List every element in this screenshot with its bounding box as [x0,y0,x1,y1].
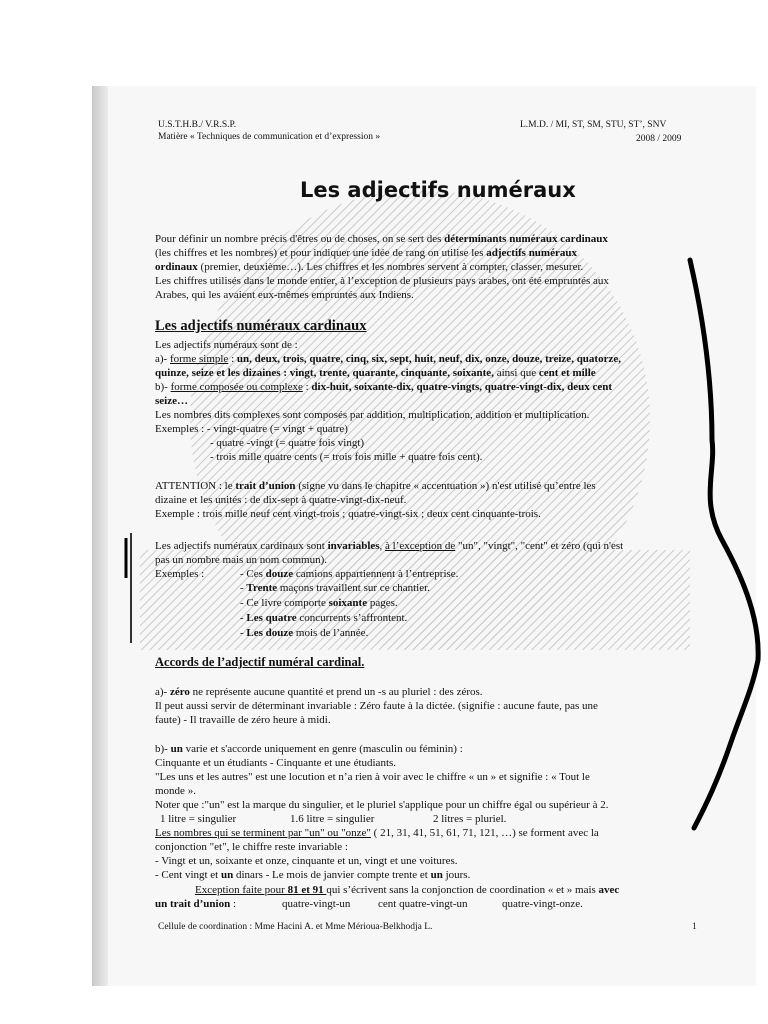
box-line-2: pas un nombre mais un nom commun). [155,554,328,566]
s2-b-line-1: b)- un varie et s'accorde uniquement en genre (masculin ou féminin) : [155,743,463,755]
box-examples-label: Exemples : [155,568,205,580]
box-example-5: - Les douze mois de l’année. [240,627,369,639]
box-example-1: - Ces douze camions appartiennent à l’entreprise. [240,568,459,580]
s1-example-1: Exemples : - vingt-quatre (= vingt + quatre) [155,423,348,435]
page-title: Les adjectifs numéraux [300,178,576,202]
s2-exception-ex-3: quatre-vingt-onze. [502,898,583,910]
s2-b-line-3: "Les uns et les autres" est une locution et n’a rien à voir avec le chiffre « un » et signifie : « Tout le [155,771,590,783]
header-institution: U.S.T.H.B./ V.R.S.P. [158,120,237,130]
s1-example-3: - trois mille quatre cents (= trois fois mille + quatre fois cent). [210,451,483,463]
s2-b-line-5: Noter que :"un" est la marque du singulier, et le pluriel s'applique pour un chiffre égal ou supérieur à 2. [155,799,609,811]
s2-b-line-2: Cinquante et un étudiants - Cinquante et une étudiants. [155,757,397,769]
s1-forme-simple: a)- forme simple : un, deux, trois, quatre, cinq, six, sept, huit, neuf, dix, onze, douze, treize, quatorze, [155,353,621,365]
s2-b-line-10: - Cent vingt et un dinars - Le mois de janvier compte trente et un jours. [155,869,471,881]
s2-b-line-8: conjonction "et", le chiffre reste invariable : [155,841,348,853]
footer-credits: Cellule de coordination : Mme Hacini A. et Mme Mérioua-Belkhodja L. [158,922,433,932]
box-line-1: Les adjectifs numéraux cardinaux sont invariables, à l’exception de "un", "vingt", "cent" et zéro (qui n'est [155,540,624,552]
s2-exception-2: un trait d’union : [155,898,237,910]
s2-exception-ex-2: cent quatre-vingt-un [378,898,468,910]
box-example-4: - Les quatre concurrents s’affrontent. [240,612,408,624]
s1-forme-simple-cont: quinze, seize et les dizaines : vingt, trente, quarante, cinquante, soixante, ainsi que cent et mille [155,367,596,379]
s2-b-line-4: monde ». [155,785,196,797]
box-example-3: - Ce livre comporte soixante pages. [240,597,398,609]
s2-a-line-2: Il peut aussi servir de déterminant invariable : Zéro faute à la dictée. (signifie : aucune faute, pas une [155,700,598,712]
section-heading-cardinaux: Les adjectifs numéraux cardinaux [155,318,367,334]
s2-litre-3: 2 litres = pluriel. [433,813,507,825]
box-example-2: - Trente maçons travaillent sur ce chantier. [240,582,430,594]
s1-attention: ATTENTION : le trait d’union (signe vu dans le chapitre « accentuation ») n'est utilisé qu’entre les [155,480,596,492]
intro-line-2: (les chiffres et les nombres) et pour indiquer une idée de rang on utilise les adjectifs numéraux [155,247,577,259]
intro-line-5: Arabes, qui les avaient eux-mêmes empruntés aux Indiens. [155,289,414,301]
intro-line-4: Les chiffres utilisés dans le monde entier, à l’exception de plusieurs pays arabes, ont été empruntés aux [155,275,609,287]
section-heading-accords: Accords de l’adjectif numéral cardinal. [155,655,365,669]
header-year: 2008 / 2009 [636,134,682,144]
s2-b-line-7: Les nombres qui se terminent par "un" ou "onze" ( 21, 31, 41, 51, 61, 71, 121, …) se forment avec la [155,827,599,839]
s1-attention-2: dizaine et les unités : de dix-sept à quatre-vingt-dix-neuf. [155,494,407,506]
s2-b-line-9: - Vingt et un, soixante et onze, cinquante et un, vingt et une voitures. [155,855,458,867]
header-programs: L.M.D. / MI, ST, SM, STU, ST’, SNV [520,120,667,130]
intro-line-3: ordinaux (premier, deuxième…). Les chiffres et les nombres servent à compter, classer, mesurer. [155,261,584,273]
page-number: 1 [692,922,697,932]
s1-intro: Les adjectifs numéraux sont de : [155,339,298,351]
s2-exception-ex-1: quatre-vingt-un [282,898,351,910]
s1-forme-composee-cont: seize… [155,395,188,407]
s1-forme-composee: b)- forme composée ou complexe : dix-huit, soixante-dix, quatre-vingts, quatre-vingt-dix, deux cent [155,381,612,393]
s1-example-2: - quatre -vingt (= quatre fois vingt) [210,437,365,449]
s2-litre-1: 1 litre = singulier [160,813,237,825]
s2-a-line-1: a)- zéro ne représente aucune quantité et prend un -s au pluriel : des zéros. [155,686,483,698]
s1-complex: Les nombres dits complexes sont composés par addition, multiplication, addition et multiplication. [155,409,590,421]
header-course: Matière « Techniques de communication et d’expression » [158,132,381,142]
s1-attention-3: Exemple : trois mille neuf cent vingt-trois ; quatre-vingt-six ; deux cent cinquante-trois. [155,508,541,520]
s2-a-line-3: faute) - Il travaille de zéro heure à midi. [155,714,331,726]
s2-litre-2: 1.6 litre = singulier [290,813,375,825]
intro-line-1: Pour définir un nombre précis d'êtres ou de choses, on se sert des déterminants numéraux cardinaux [155,233,608,245]
s2-exception-1: Exception faite pour 81 et 91 qui s’écrivent sans la conjonction de coordination « et » mais avec [195,884,620,896]
